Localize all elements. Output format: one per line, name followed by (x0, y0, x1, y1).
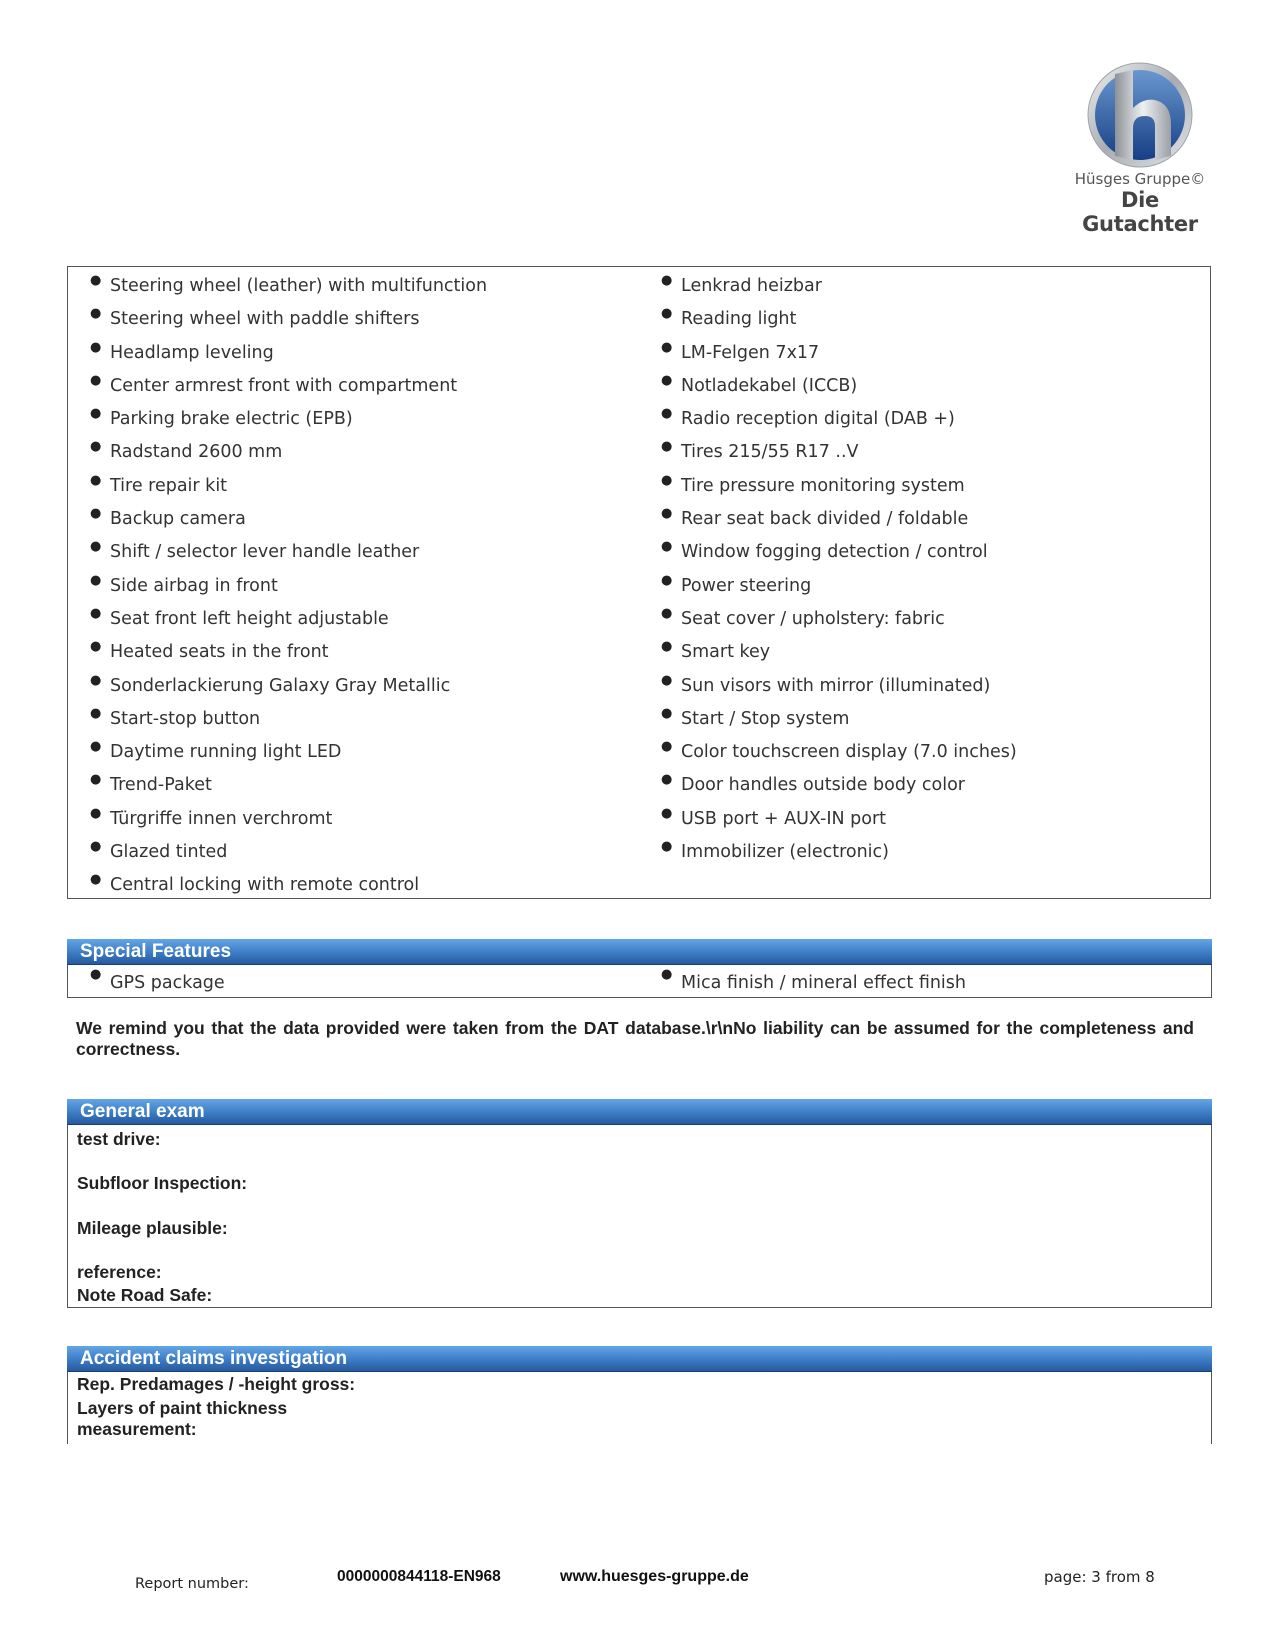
bullet-icon: ● (661, 672, 673, 688)
field-paint-thickness: Layers of paint thickness (77, 1398, 288, 1418)
field-note-road-safe: Note Road Safe: (77, 1285, 213, 1305)
equipment-item-text: Shift / selector lever handle leather (110, 542, 420, 563)
bullet-icon: ● (90, 639, 102, 655)
bullet-icon: ● (90, 273, 102, 288)
website-link[interactable]: www.huesges-gruppe.de (560, 1568, 749, 1585)
equipment-item-text: Sonderlackierung Galaxy Gray Metallic (110, 675, 451, 696)
equipment-item-text: Steering wheel (leather) with multifunction (110, 276, 488, 296)
special-feature-text: GPS package (110, 973, 225, 993)
field-test-drive: test drive: (77, 1129, 161, 1149)
company-logo (1060, 58, 1220, 236)
special-feature-text: Mica finish / mineral effect finish (681, 973, 967, 993)
bullet-icon: ● (90, 339, 102, 355)
equipment-item-text: Smart key (681, 642, 771, 663)
equipment-item-text: Immobilizer (electronic) (681, 842, 889, 863)
bullet-icon: ● (90, 306, 102, 322)
equipment-item-text: Door handles outside body color (681, 775, 965, 796)
field-subfloor-inspection: Subfloor Inspection: (77, 1173, 248, 1193)
bullet-icon: ● (661, 339, 673, 355)
accident-claims-header: Accident claims investigation (67, 1346, 1212, 1372)
bullet-icon: ● (661, 605, 673, 621)
equipment-item-text: Radstand 2600 mm (110, 442, 283, 463)
logo-tagline: Die Gutachter (1082, 188, 1198, 236)
equipment-item-text: LM-Felgen 7x17 (681, 342, 820, 363)
equipment-item-text: Heated seats in the front (110, 642, 329, 663)
field-mileage-plausible: Mileage plausible: (77, 1218, 228, 1238)
bullet-icon: ● (661, 406, 673, 422)
bullet-icon: ● (661, 439, 673, 455)
special-features-box (67, 965, 1212, 998)
bullet-icon: ● (90, 539, 102, 555)
bullet-icon: ● (661, 472, 673, 488)
bullet-icon: ● (661, 739, 673, 755)
equipment-item-text: Radio reception digital (DAB +) (681, 409, 955, 430)
equipment-item-text: Seat front left height adjustable (110, 608, 389, 629)
equipment-item-text: Backup camera (110, 509, 246, 530)
equipment-item-text: Sun visors with mirror (illuminated) (681, 675, 991, 696)
bullet-icon: ● (90, 572, 102, 588)
logo-company-name: Hüsges Gruppe© (1074, 170, 1206, 188)
bullet-icon: ● (90, 506, 102, 522)
bullet-icon: ● (661, 772, 673, 788)
bullet-icon: ● (661, 506, 673, 522)
equipment-item-text: Power steering (681, 575, 812, 596)
general-exam-header: General exam (67, 1099, 1212, 1125)
equipment-item-text: Trend-Paket (110, 775, 212, 796)
report-number: 0000000844118-EN968 (337, 1568, 501, 1585)
bullet-icon: ● (90, 472, 102, 488)
equipment-item-text: Color touchscreen display (7.0 inches) (681, 742, 1017, 763)
field-reference: reference: (77, 1262, 162, 1282)
bullet-icon: ● (661, 306, 673, 322)
equipment-item-text: Lenkrad heizbar (681, 276, 822, 296)
bullet-icon: ● (90, 406, 102, 422)
equipment-item-text: Start-stop button (110, 708, 261, 729)
equipment-item-text: Notladekabel (ICCB) (681, 375, 858, 396)
accident-claims-box (67, 1372, 1212, 1444)
equipment-list-box (67, 266, 1211, 899)
bullet-icon: ● (90, 372, 102, 388)
bullet-icon: ● (661, 539, 673, 555)
equipment-item-text: Headlamp leveling (110, 342, 274, 363)
equipment-item-text: Türgriffe innen verchromt (110, 808, 333, 829)
bullet-icon: ● (90, 705, 102, 721)
equipment-item-text: Tire repair kit (110, 475, 228, 496)
equipment-item-text: Glazed tinted (110, 842, 228, 863)
equipment-item-text: Center armrest front with compartment (110, 375, 458, 396)
bullet-icon: ● (90, 739, 102, 755)
field-rep-predamages: Rep. Predamages / -height gross: (77, 1374, 356, 1394)
bullet-icon: ● (90, 967, 102, 982)
general-exam-box (67, 1125, 1212, 1308)
bullet-icon: ● (90, 772, 102, 788)
field-paint-thickness-cont: measurement: (77, 1419, 197, 1439)
equipment-item-text: Tire pressure monitoring system (681, 475, 965, 496)
bullet-icon: ● (90, 672, 102, 688)
equipment-item-text: Side airbag in front (110, 575, 278, 596)
bullet-icon: ● (90, 839, 102, 855)
huesges-h-logo-icon (1085, 60, 1195, 170)
equipment-item-text: Central locking with remote control (110, 875, 420, 896)
bullet-icon: ● (661, 372, 673, 388)
bullet-icon: ● (90, 439, 102, 455)
bullet-icon: ● (661, 705, 673, 721)
bullet-icon: ● (661, 967, 673, 982)
equipment-item-text: Window fogging detection / control (681, 542, 988, 563)
bullet-icon: ● (661, 805, 673, 821)
bullet-icon: ● (90, 872, 102, 888)
equipment-item-text: Parking brake electric (EPB) (110, 409, 353, 430)
bullet-icon: ● (661, 639, 673, 655)
bullet-icon: ● (90, 605, 102, 621)
bullet-icon: ● (661, 839, 673, 855)
report-number-label: Report number: (135, 1576, 249, 1592)
bullet-icon: ● (661, 273, 673, 288)
equipment-item-text: Daytime running light LED (110, 742, 342, 763)
equipment-item-text: Reading light (681, 309, 797, 330)
equipment-item-text: USB port + AUX-IN port (681, 808, 887, 829)
special-features-header: Special Features (67, 939, 1212, 965)
equipment-item-text: Tires 215/55 R17 ..V (681, 442, 859, 463)
bullet-icon: ● (90, 805, 102, 821)
equipment-item-text: Steering wheel with paddle shifters (110, 309, 420, 330)
equipment-item-text: Seat cover / upholstery: fabric (681, 608, 945, 629)
dat-disclaimer: We remind you that the data provided were taken from the DAT database.\r\nNo liability can be assumed for the completeness and correctness. (76, 1018, 1194, 1059)
page-indicator: page: 3 from 8 (1044, 1568, 1155, 1586)
equipment-item-text: Rear seat back divided / foldable (681, 509, 969, 530)
bullet-icon: ● (661, 572, 673, 588)
equipment-item-text: Start / Stop system (681, 708, 850, 729)
